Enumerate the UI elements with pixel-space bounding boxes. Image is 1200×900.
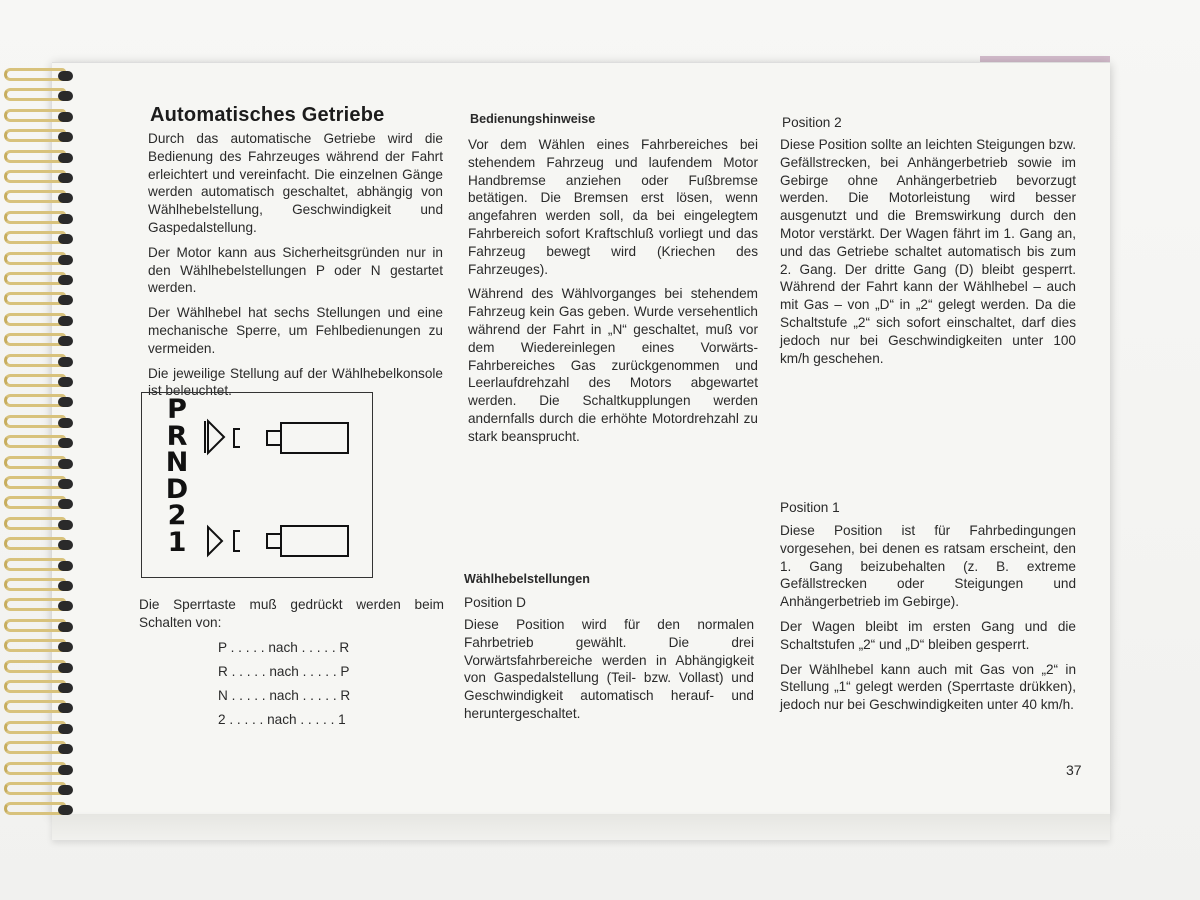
spiral-coil bbox=[4, 211, 76, 226]
spiral-coil bbox=[4, 68, 76, 83]
spiral-coil bbox=[4, 496, 76, 511]
spiral-coil bbox=[4, 150, 76, 165]
position-1-paragraph-3: Der Wählhebel kann auch mit Gas von „2“ in Stellung „1“ gelegt werden (Sperrtaste drükken), jedoch nur bei Geschwindigkeiten unter 40 km/h. bbox=[780, 661, 1076, 713]
gear-letter-d: D bbox=[165, 473, 189, 505]
gear-letter-n: N bbox=[165, 447, 189, 478]
lock-mechanism-icon bbox=[142, 393, 374, 579]
page-stack-edge bbox=[52, 814, 1110, 840]
gear-letter-1: 1 bbox=[167, 526, 187, 558]
spiral-coil bbox=[4, 619, 76, 634]
spiral-coil bbox=[4, 721, 76, 736]
shift-row: R . . . . . nach . . . . . P bbox=[218, 664, 350, 679]
spiral-coil bbox=[4, 598, 76, 613]
position-1-label: Position 1 bbox=[780, 500, 840, 515]
sperrtaste-note bbox=[139, 596, 444, 632]
spiral-coil bbox=[4, 639, 76, 654]
spiral-coil bbox=[4, 476, 76, 491]
page-number: 37 bbox=[1066, 762, 1082, 778]
spiral-coil bbox=[4, 170, 76, 185]
spiral-coil bbox=[4, 578, 76, 593]
spiral-coil bbox=[4, 374, 76, 389]
spiral-coil bbox=[4, 109, 76, 124]
position-d-text: Diese Position wird für den normalen Fahrbetrieb gewählt. Die drei Vorwärtsfahrbereiche werden in Abhängigkeit von Gaspedalstellung (Teil- bzw. Vollast) und Geschwindigkeit automatisch herauf- und heruntergeschaltet. bbox=[464, 617, 754, 721]
position-1-column bbox=[780, 522, 1076, 721]
intro-paragraph-2: Der Motor kann aus Sicherheitsgründen nur in den Wählhebelstellungen P oder N gestartet werden. bbox=[148, 244, 443, 296]
spiral-coil bbox=[4, 537, 76, 552]
position-d-label: Position D bbox=[464, 595, 526, 610]
sperrtaste-text: Die Sperrtaste muß gedrückt werden beim Schalten von: bbox=[139, 597, 444, 630]
intro-column bbox=[148, 130, 443, 407]
spiral-coil bbox=[4, 558, 76, 573]
spiral-binding bbox=[0, 62, 90, 822]
gear-letter-p: P bbox=[167, 394, 187, 425]
spiral-coil bbox=[4, 435, 76, 450]
spiral-coil bbox=[4, 292, 76, 307]
gear-letter-r: R bbox=[166, 420, 188, 452]
spiral-coil bbox=[4, 700, 76, 715]
spiral-coil bbox=[4, 456, 76, 471]
position-1-paragraph-2: Der Wagen bleibt im ersten Gang und die Schaltstufen „2“ und „D“ bleiben gesperrt. bbox=[780, 618, 1076, 652]
position-2-label: Position 2 bbox=[782, 115, 842, 130]
shift-table bbox=[218, 636, 350, 732]
bedienung-paragraph-1: Vor dem Wählen eines Fahrbereiches bei stehendem Fahrzeug und laufendem Motor Handbremse anziehen oder Fußbremse betätigen. Die Bremsen erst lösen, wenn angefahren werden soll, da bei eingelegtem Fahrbereich sofort Kraftschluß vorliegt und das Fahrzeug bewegt wird (Kriechen des Fahrzeuges). bbox=[468, 137, 758, 277]
spiral-coil bbox=[4, 415, 76, 430]
bedienung-paragraph-2: Während des Wählvorganges bei stehendem Fahrzeug kein Gas geben. Wurde versehentlich während der Fahrt in „N“ geschaltet, muß vor dem Wiedereinlegen eines Vorwärts-Fahrbereiches Gas zurückgenommen und Leerlaufdrehzahl des Motors abgewartet werden. Die Schaltkupplungen werden andernfalls durch die erhöhte Motordrehzahl zu stark beansprucht. bbox=[468, 286, 758, 444]
spiral-coil bbox=[4, 741, 76, 756]
spiral-coil bbox=[4, 333, 76, 348]
spiral-coil bbox=[4, 313, 76, 328]
position-2-column bbox=[780, 136, 1076, 374]
position-2-text: Diese Position sollte an leichten Steigungen bzw. Gefällstrecken, bei Anhängerbetrieb sowie im Gebirge ohne Anhängerbetrieb bevorzugt werden. Die Motorleistung wird besser ausgenutzt und die Bremswirkung durch den Motor verstärkt. Der Wagen fährt im 1. Gang an, und das Getriebe schaltet automatisch bis zum 2. Gang. Der dritte Gang (D) bleibt gesperrt. Während der Fahrt kann der Wählhebel – auch mit Gas – von „D“ in „2“ gelegt werden. Da die Schaltstufe „2“ sich sofort einschaltet, darf dies jedoch nur bei Geschwindigkeiten unter 100 km/h geschehen. bbox=[780, 137, 1076, 366]
spiral-coil bbox=[4, 680, 76, 695]
gear-selector-diagram bbox=[141, 392, 373, 578]
spiral-coil bbox=[4, 272, 76, 287]
spiral-coil bbox=[4, 88, 76, 103]
spiral-coil bbox=[4, 802, 76, 817]
position-1-paragraph-1: Diese Position ist für Fahrbedingungen vorgesehen, bei denen es ratsam erscheint, den 1. Gang beizubehalten (z. B. extreme Gefällstrecken oder Steigungen und Anhängerbetrieb im Gebirge). bbox=[780, 523, 1076, 610]
page-title: Automatisches Getriebe bbox=[150, 104, 385, 126]
spiral-coil bbox=[4, 660, 76, 675]
section-heading-waehlhebelstellungen: Wählhebelstellungen bbox=[464, 572, 590, 586]
position-d-column bbox=[464, 616, 754, 730]
intro-paragraph-4: Die jeweilige Stellung auf der Wählhebelkonsole ist beleuchtet. bbox=[148, 365, 443, 399]
spiral-coil bbox=[4, 354, 76, 369]
bedienungshinweise-column bbox=[468, 136, 758, 453]
gear-letter-2: 2 bbox=[167, 500, 187, 531]
spiral-coil bbox=[4, 394, 76, 409]
spiral-coil bbox=[4, 782, 76, 797]
intro-paragraph-1: Durch das automatische Getriebe wird die Bedienung des Fahrzeuges während der Fahrt erleichtert und vereinfacht. Die einzelnen Gänge werden automatisch geschaltet, abhängig von Wählhebelstellung, Geschwindigkeit und Gaspedalstellung. bbox=[148, 131, 443, 235]
spiral-coil bbox=[4, 762, 76, 777]
spiral-coil bbox=[4, 129, 76, 144]
section-heading-bedienungshinweise: Bedienungshinweise bbox=[470, 112, 596, 126]
spiral-coil bbox=[4, 252, 76, 267]
spiral-coil bbox=[4, 190, 76, 205]
spiral-coil bbox=[4, 517, 76, 532]
shift-row: 2 . . . . . nach . . . . . 1 bbox=[218, 712, 346, 727]
shift-row: N . . . . . nach . . . . . R bbox=[218, 688, 351, 703]
shift-row: P . . . . . nach . . . . . R bbox=[218, 640, 350, 655]
spiral-coil bbox=[4, 231, 76, 246]
intro-paragraph-3: Der Wählhebel hat sechs Stellungen und eine mechanische Sperre, um Fehlbedienungen zu vermeiden. bbox=[148, 305, 443, 356]
